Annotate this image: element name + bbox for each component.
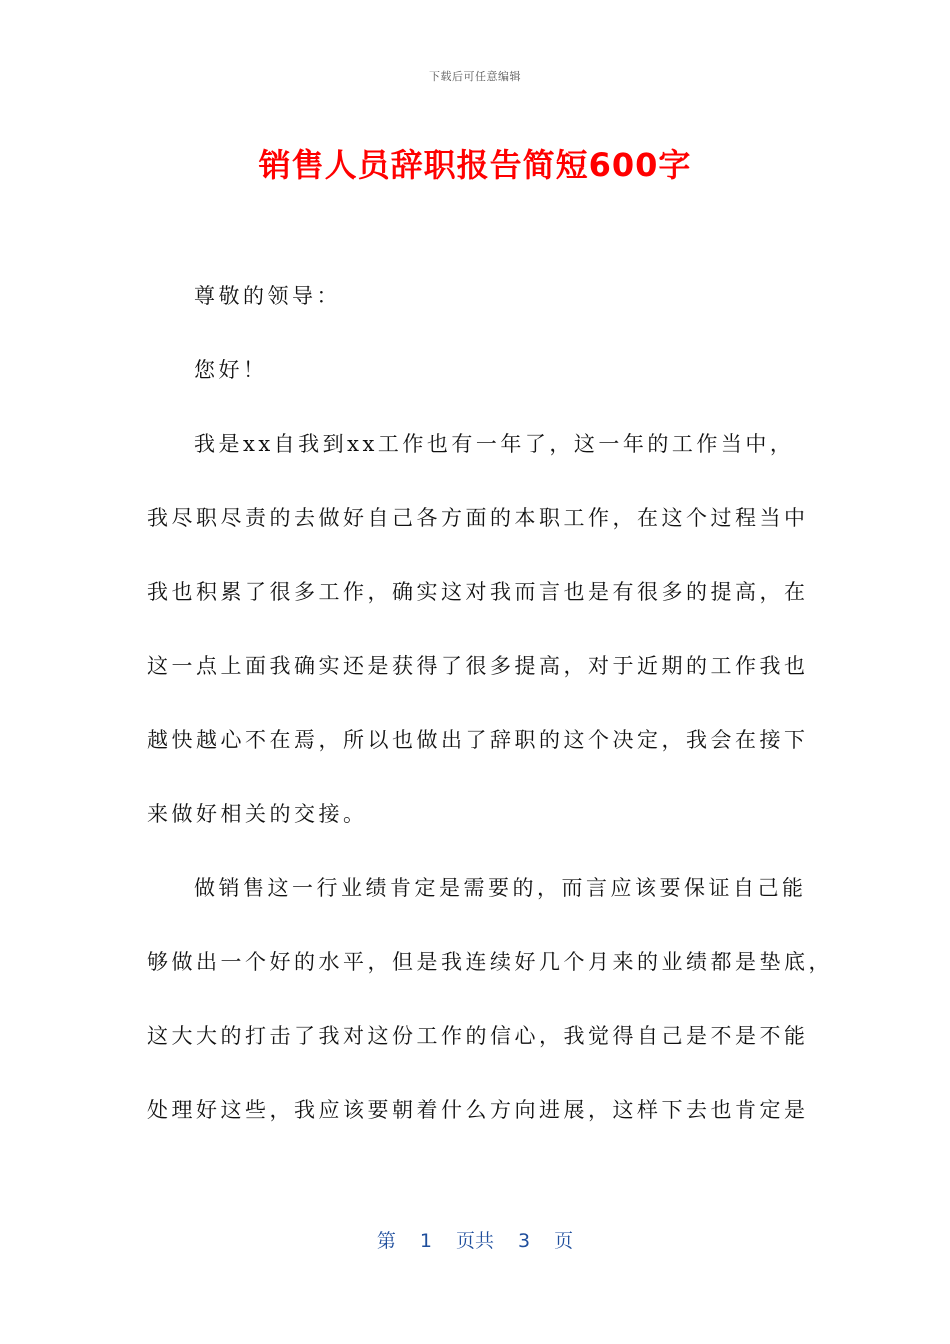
body-line: 这一点上面我确实还是获得了很多提高，对于近期的工作我也 (147, 654, 809, 678)
body-line: 我也积累了很多工作，确实这对我而言也是有很多的提高，在 (147, 580, 809, 604)
body-line: 我是xx自我到xx工作也有一年了，这一年的工作当中， (194, 432, 795, 456)
body-line: 这大大的打击了我对这份工作的信心，我觉得自己是不是不能 (147, 1024, 809, 1048)
body-line: 做销售这一行业绩肯定是需要的，而言应该要保证自己能 (194, 876, 807, 900)
body-line: 来做好相关的交接。 (147, 802, 368, 826)
footer-page-number: 1 (419, 1230, 432, 1252)
footer-total-pages: 3 (518, 1230, 531, 1252)
body-line: 尊敬的领导： (194, 284, 341, 308)
page-footer (0, 1226, 950, 1253)
body-line: 处理好这些，我应该要朝着什么方向进展，这样下去也肯定是 (147, 1098, 809, 1122)
body-line: 越快越心不在焉，所以也做出了辞职的这个决定，我会在接下 (147, 728, 809, 752)
document-title: 销售人员辞职报告简短600字 (258, 146, 692, 184)
footer-suffix: 页 (554, 1230, 574, 1252)
body-line: 我尽职尽责的去做好自己各方面的本职工作，在这个过程当中 (147, 506, 809, 530)
footer-middle: 页共 (455, 1230, 494, 1252)
footer-prefix: 第 (376, 1230, 396, 1252)
header-note: 下载后可任意编辑 (429, 70, 521, 83)
body-line: 够做出一个好的水平，但是我连续好几个月来的业绩都是垫底， (147, 950, 833, 974)
body-line: 您好！ (194, 358, 268, 382)
document-body (147, 278, 833, 1166)
